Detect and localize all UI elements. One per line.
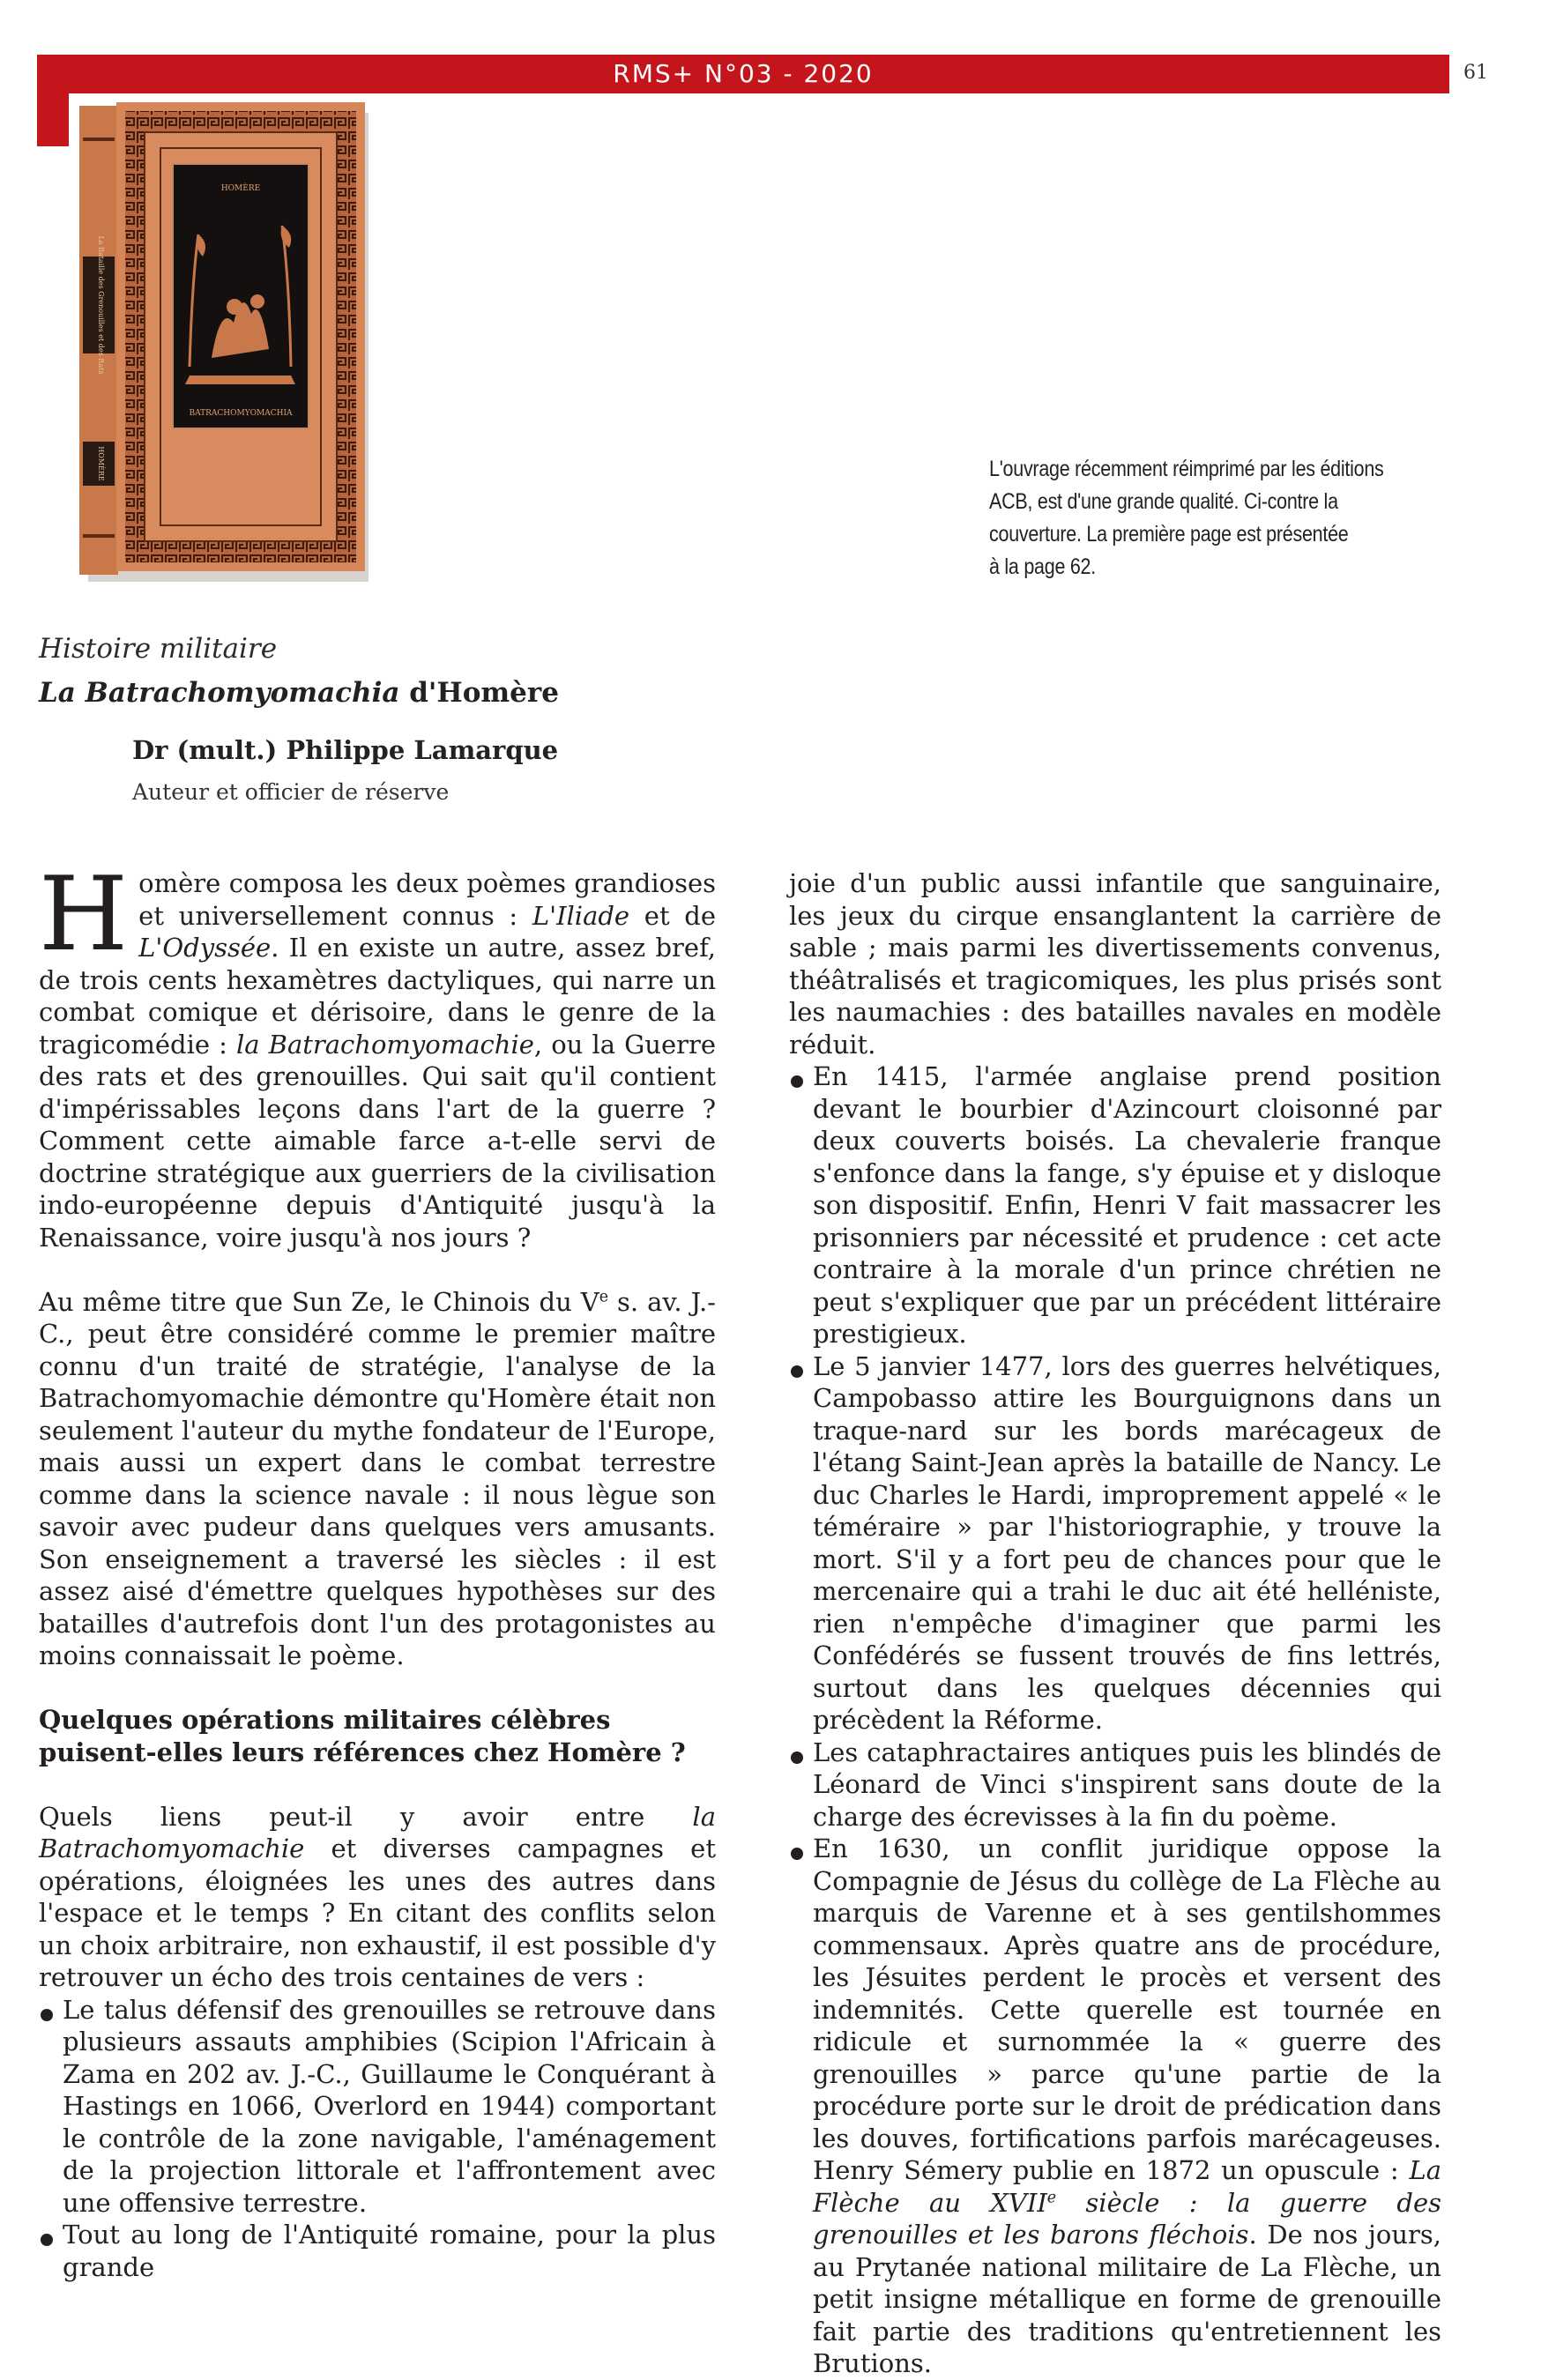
book-cover-image [79,102,370,583]
text-run: omère composa les deux poèmes grandioses et universellement connus : [138,868,716,931]
text-run: et de [629,900,716,931]
caption-line: ACB, est d'une grande qualité. Ci-contre la [989,489,1338,514]
text-run: Quels liens peut-il y avoir entre [39,1801,693,1832]
spine-author: HOMÈRE [97,446,105,481]
section-heading: Quelques opérations militaires célèbres puisent-elles leurs références chez Homère ? [39,1705,686,1767]
superscript: e [599,1287,609,1305]
list-item [789,1833,1441,2380]
caption-line: couverture. La première page est présentée [989,522,1349,547]
left-column [39,855,716,2283]
text-run: la Batrachomyomachie [235,1029,534,1060]
article-title [39,677,559,709]
bullet-list [789,1060,1441,2380]
list-item: Le talus défensif des grenouilles se retrouve dans plusieurs assauts amphibies (Scipion l'Africain à Zama en 202 av. J.-C., Guillaume le Conquérant à Hastings en 1066, Overlord en 1944) comportant le contrôle de la zone navigable, l'aménagement de la projection littorale et l'affrontement avec une offensive terrestre. [39,1994,716,2220]
drop-cap: H [39,855,129,974]
caption-line: L'ouvrage récemment réimprimé par les éditions [989,457,1384,481]
figure-caption [989,453,1414,584]
list-item: Les cataphractaires antiques puis les blindés de Léonard de Vinci s'inspirent sans doute de la charge des écrevisses à la fin du poème. [789,1737,1441,1833]
spine-title: La Bataille des Grenouilles et des Rats [97,235,105,375]
section-rubric: Histoire militaire [39,633,278,665]
text-run: L'Iliade [532,900,630,931]
text-run: . De nos jours, au Prytanée national militaire de La Flèche, un petit insigne métallique en forme de grenouille fait partie des traditions qu'entretiennent les Brutions. [813,2220,1441,2378]
superscript: e [1046,2188,1057,2206]
text-run: , ou la Guerre des rats et des grenouilles. Qui sait qu'il contient d'impérissables leçons dans l'art de la guerre ? Comment cette aimable farce a-t-elle servi de doctrine stratégique aux guerriers de la civilisation indo-européenne depuis d'Antiquité jusqu'à la Renaissance, voire jusqu'à nos jours ? [39,1029,716,1253]
text-run: siècle : la guerre des grenouilles et les barons fléchois [813,2187,1441,2250]
text-run: L'Odyssée [138,933,272,963]
caption-line: à la page 62. [989,554,1096,579]
paragraph-continued: joie d'un public aussi infantile que sanguinaire, les jeux du cirque ensanglantent la carrière de sable ; mais parmi les divertissements convenus, théâtralisés et tragicomiques, les plus prisés sont les naumachies : des batailles navales en modèle réduit. [789,868,1441,1060]
cover-title: BATRACHOMYOMACHIA [189,409,293,418]
paragraph [39,1801,716,1994]
text-run: et diverses campagnes et opérations, éloignées les unes des autres dans l'espace et le temps ? En citant des conflits selon un choix arbitraire, non exhaustif, il est possible d'y retrouver un écho des trois centaines de vers : [39,1833,716,1992]
title-italic: La Batrachomyomachia [39,677,400,709]
journal-issue: RMS+ N°03 - 2020 [613,59,874,88]
intro-paragraph [39,855,716,1253]
paragraph [39,1286,716,1672]
text-run: s. av. J.-C., peut être considéré comme le premier maître connu d'un traité de stratégie, l'analyse de la Batrachomyomachie démontre qu'Homère était non seulement l'auteur du mythe fondateur de l'Europe, mais aussi un expert dans le combat terrestre comme dans la science navale : il nous lègue son savoir avec pudeur dans quelques vers amusants. Son enseignement a traversé les siècles : il est assez aisé d'émettre quelques hypothèses sur des batailles d'autrefois dont l'un des protagonistes au moins connaissait le poème. [39,1286,716,1670]
page-number: 61 [1463,62,1488,84]
header-band-corner [37,55,69,146]
title-rest: d'Homère [399,677,559,709]
text-run: la Batrachomyomachie [39,1801,716,1863]
list-item: Tout au long de l'Antiquité romaine, pour la plus grande [39,2219,716,2283]
text-run: Au même titre que Sun Ze, le Chinois du V [39,1286,599,1317]
text-run: . Il en existe un autre, assez bref, de trois cents hexamètres dactyliques, qui narre un combat comique et dérisoire, dans le genre de la tragicomédie : [39,933,716,1060]
list-item: Le 5 janvier 1477, lors des guerres helvétiques, Campobasso attire les Bourguignons dans un traque-nard sur les bords marécageux de l'étang Saint-Jean après la bataille de Nancy. Le duc Charles le Hardi, improprement appelé « le téméraire » par l'historiographie, y trouve la mort. S'il y a fort peu de chances pour que le mercenaire qui a trahi le duc ait été helléniste, rien n'empêche d'imaginer que parmi les Confédérés se fussent trouvés de fins lettrés, surtout dans les quelques décennies qui précèdent la Réforme. [789,1350,1441,1737]
bullet-list [39,1994,716,2284]
text-run: En 1630, un conflit juridique oppose la Compagnie de Jésus du collège de La Flèche au marquis de Varenne et à ses gentilshommes commensaux. Après quatre ans de procédure, les Jésuites perdent le procès et versent des indemnités. Cette querelle est tournée en ridicule et surnommée la « guerre des grenouilles » parce qu'une partie de la procédure porte sur le droit de prédication dans les douves, fortifications parfois marécageuses. Henry Sémery publie en 1872 un opuscule : [813,1833,1441,2185]
header-band [37,55,1449,93]
author-affiliation: Auteur et officier de réserve [132,779,450,805]
right-column [789,867,1441,2380]
author-name: Dr (mult.) Philippe Lamarque [132,735,559,765]
cover-author: HOMÈRE [220,184,261,193]
text-run: La Flèche au XVII [813,2155,1441,2218]
list-item: En 1415, l'armée anglaise prend position devant le bourbier d'Azincourt cloisonné par deux couverts boisés. La chevalerie franque s'enfonce dans la fange, s'y épuise et y disloque son dispositif. Enfin, Henri V fait massacrer les prisonniers par nécessité et prudence : cet acte contraire à la morale d'un prince chrétien ne peut s'expliquer que par un précédent littéraire prestigieux. [789,1060,1441,1350]
